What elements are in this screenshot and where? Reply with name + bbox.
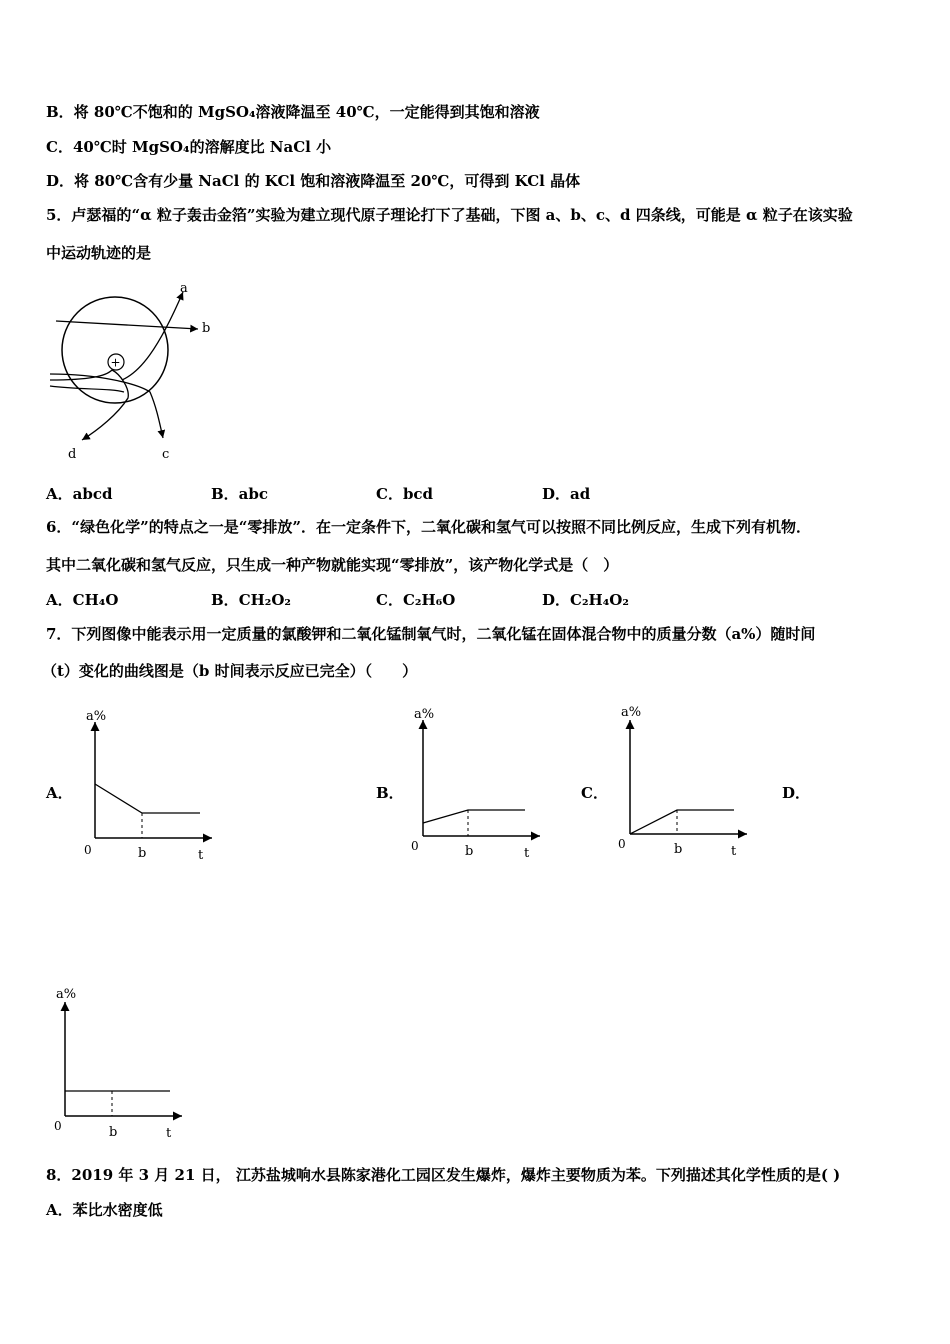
y-axis-label: a% [86, 709, 107, 724]
path-c [50, 374, 163, 438]
label-b: b [202, 321, 211, 336]
q8-option-a: A．苯比水密度低 [46, 1201, 163, 1219]
q7-graph-b-letter: B． [376, 784, 404, 802]
q7-stem-line2: （t）变化的曲线图是（b 时间表示反应已完全）（ ） [42, 662, 418, 680]
q5-option-a: A．abcd [46, 485, 113, 503]
label-a: a [180, 281, 188, 296]
q7-graph-d [48, 982, 193, 1147]
q6-option-b-label: B． [211, 591, 239, 609]
b-tick-label: b [465, 844, 474, 859]
q7-graph-c-letter: C． [581, 784, 608, 802]
q6-option-a-label: A． [46, 591, 73, 609]
q8-stem: 8．2019 年 3 月 21 日， 江苏盐城响水县陈家港化工园区发生爆炸，爆炸主要物质为苯。下列描述其化学性质的是( ) [46, 1166, 841, 1184]
q6-stem-line1: 6．“绿色化学”的特点之一是“零排放”．在一定条件下，二氧化碳和氢气可以按照不同比例反应，生成下列有机物． [46, 518, 811, 536]
q5-option-b: B．abc [211, 485, 269, 503]
q6-option-c-formula: C₂H₆O [402, 591, 456, 609]
nucleus-sign: + [110, 355, 121, 370]
x-axis-label: t [731, 844, 737, 859]
q7-graph-a-letter: A． [46, 784, 73, 802]
label-c: c [162, 447, 170, 462]
q6-option-b-formula: CH₂O₂ [238, 591, 292, 609]
label-d: d [68, 447, 77, 462]
q5-option-c: C．bcd [376, 485, 434, 503]
q7-graph-d-letter: D． [782, 784, 811, 802]
q6-option-d [542, 590, 629, 610]
y-axis-label: a% [621, 705, 642, 720]
alpha-scattering-figure [40, 280, 230, 465]
q7-graph-b [405, 700, 550, 865]
q6-option-c-label: C． [376, 591, 403, 609]
q5-option-d: D．ad [542, 485, 591, 503]
q4-option-b: B．将 80℃不饱和的 MgSO₄溶液降温至 40℃，一定能得到其饱和溶液 [46, 103, 540, 121]
q5-stem-line2: 中运动轨迹的是 [46, 244, 152, 262]
b-tick-label: b [674, 842, 683, 857]
q6-option-c [376, 590, 455, 610]
curve [630, 810, 734, 834]
x-axis-label: t [524, 846, 530, 861]
q5-stem-line1: 5．卢瑟福的“α 粒子轰击金箔”实验为建立现代原子理论打下了基础，下图 a、b、c、d 四条线，可能是 α 粒子在该实验 [46, 206, 853, 224]
b-tick-label: b [109, 1125, 118, 1140]
q6-option-a [46, 590, 118, 610]
x-axis-label: t [166, 1126, 172, 1141]
y-axis-label: a% [56, 987, 77, 1002]
origin-label: 0 [54, 1119, 62, 1133]
path-a [122, 292, 183, 380]
x-axis-label: t [198, 848, 204, 863]
origin-label: 0 [411, 839, 419, 853]
y-axis-label: a% [414, 707, 435, 722]
curve [95, 784, 200, 813]
q6-option-b [211, 590, 291, 610]
q6-option-a-formula: CH₄O [72, 591, 119, 609]
q4-option-d: D．将 80℃含有少量 NaCl 的 KCl 饱和溶液降温至 20℃，可得到 KCl 晶体 [46, 172, 581, 190]
b-tick-label: b [138, 846, 147, 861]
path-b [56, 321, 198, 329]
curve [423, 810, 525, 823]
atom-circle [62, 297, 168, 403]
origin-label: 0 [618, 837, 626, 851]
q7-graph-a [80, 702, 220, 867]
path-e [50, 386, 124, 392]
q6-stem-line2: 其中二氧化碳和氢气反应，只生成一种产物就能实现“零排放”，该产物化学式是（ ） [46, 556, 619, 574]
q6-option-d-formula: C₂H₄O₂ [570, 591, 629, 609]
q6-option-d-label: D． [542, 591, 571, 609]
origin-label: 0 [84, 843, 92, 857]
q7-stem-line1: 7．下列图像中能表示用一定质量的氯酸钾和二氧化锰制氧气时，二氧化锰在固体混合物中的质量分数（a%）随时间 [46, 625, 816, 643]
q4-option-c: C．40℃时 MgSO₄的溶解度比 NaCl 小 [46, 138, 332, 156]
q7-graph-c [612, 700, 757, 865]
